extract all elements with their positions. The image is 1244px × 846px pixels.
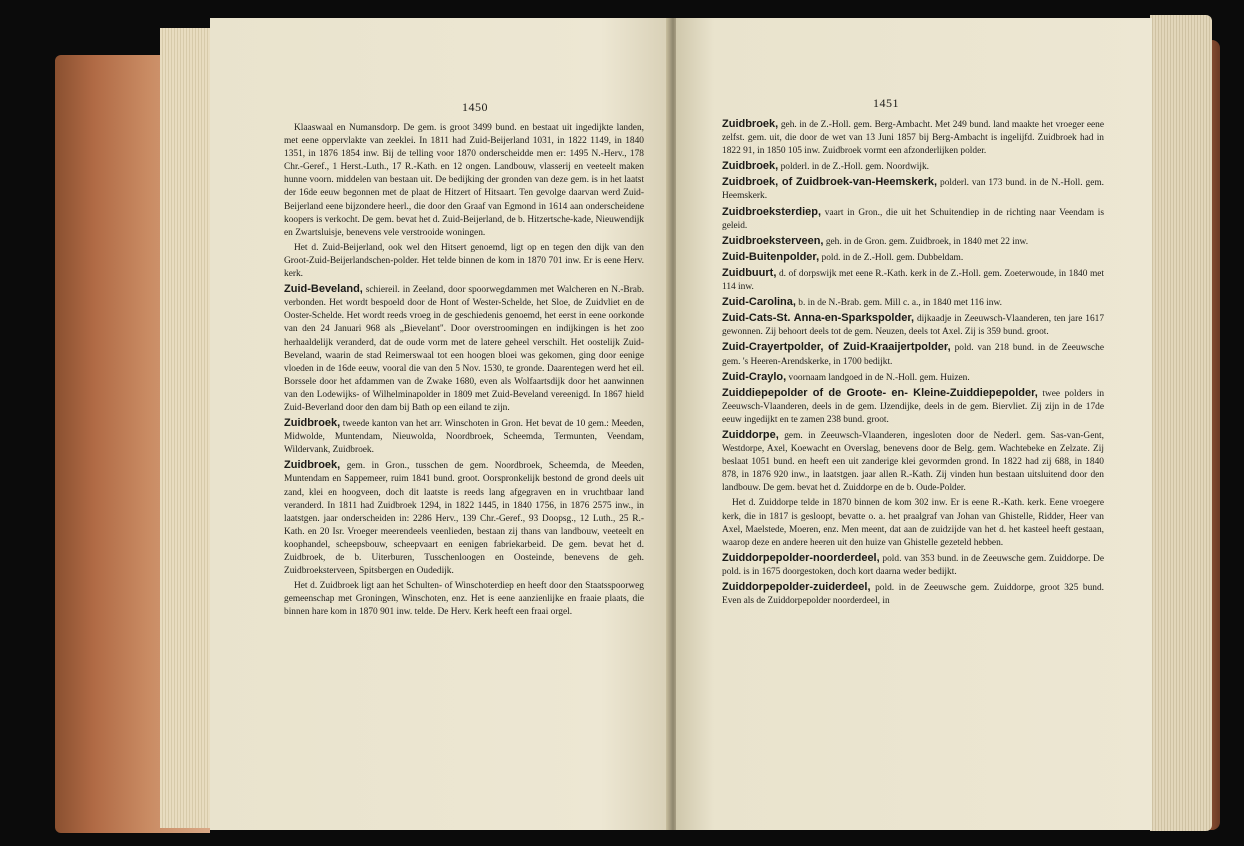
entry-headword: Zuid-Carolina, [722, 296, 796, 309]
paragraph [722, 176, 1104, 203]
paragraph [284, 459, 644, 578]
entry-headword: Zuidbroeksterveen, [722, 234, 824, 247]
paragraph [722, 160, 1104, 174]
entry-text: d. of dorpswijk met eene R.-Kath. kerk in de Z.-Holl. gem. Zoeterwoude, in 1840 met 114 inw. [722, 268, 1104, 293]
entry-headword: Zuid-Buitenpolder, [722, 250, 820, 263]
paragraph [722, 296, 1104, 310]
entry-text: pold. in de Z.-Holl. gem. Dubbeldam. [821, 252, 964, 263]
entry-text: schiereil. in Zeeland, door spoorwegdammen met Walcheren en N.-Brab. verbonden. Het wordt bespoeld door de Hont of Wester-Schelde, het Sloe, de Zuidvliet en de Ooster-Schelde. Het wordt reeds vroeg in de geschiedenis genoemd, het eerst in eene oorkonde van den 24 Januari 968 als „Bievelant". Door overstroomingen en indijkingen is het zoo herhaaldelijk veranderd, dat de oude vorm met de latere geheel verschilt. Het oostelijk Zuid-Beveland, waarin de stad Reimerswaal tot een hoogen bloei was gekomen, ging door eenige vloeden in de 16de eeuw, vooral die van den 5 Nov. 1530, te gronde. Daarentegen werd het eil. Borssele door het afdammen van de Zwake 1680, even als Wolfaartsdijk door het aanwinnen van den Lodewijks- of Wilhelminapolder in 1809 met Zuid-Beveland vereenigd. In 1867 hield Zuid-Beverland door den dam bij Bath op een eiland te zijn. [284, 285, 645, 413]
page-stack-left [160, 28, 212, 828]
entry-text: polderl. in de Z.-Holl. gem. Noordwijk. [780, 162, 929, 173]
entry-text: polderl. van 173 bund. in de N.-Holl. gem. Heemskerk. [722, 178, 1105, 202]
paragraph [722, 552, 1104, 579]
entry-text: twee polders in Zeeuwsch-Vlaanderen, deels in de gem. IJzendijke, deels in de gem. Biervliet. Zij zijn in de 17de eeuw ingedijkt en te zamen 238 bund. groot. [722, 388, 1105, 425]
entry-headword: Zuiddiepepolder of de Groote- en- Kleine-Zuiddiepepolder, [722, 386, 1038, 399]
paragraph [722, 206, 1104, 233]
paragraph [284, 242, 644, 281]
entry-text: geh. in de Z.-Holl. gem. Berg-Ambacht. Met 249 bund. land maakte het vroeger eene zelfst. gem. uit, die door de wet van 13 Juni 1857 bij Berg-Ambacht is ingelijfd. Zuidbroek had in 1822 91, in 1850 105 inw. Zuidbroek vormt een afzonderlijken polder. [722, 120, 1105, 157]
page-stack-right [1150, 15, 1212, 831]
entry-text: pold. van 218 bund. in de Zeeuwsche gem. 's Heeren-Arendskerke, in 1700 bedijkt. [722, 343, 1104, 367]
paragraph [722, 387, 1104, 427]
entry-headword: Zuidbroek, [284, 417, 341, 430]
entry-headword: Zuid-Cats-St. Anna-en-Sparkspolder, [722, 312, 915, 325]
paragraph [722, 581, 1104, 608]
entry-headword: Zuid-Beveland, [284, 283, 363, 296]
entry-headword: Zuidbroek, of Zuidbroek-van-Heemskerk, [722, 176, 938, 189]
entry-text: Het d. Zuid-Beijerland, ook wel den Hitsert genoemd, ligt op en tegen den dijk van den Groot-Zuid-Beijerlandschen-polder. Het telde binnen de kom in 1870 701 inw. Er is eene Herv. kerk. [284, 242, 644, 280]
entry-text: geh. in de Gron. gem. Zuidbroek, in 1840 met 22 inw. [825, 236, 1029, 247]
entry-text: vaart in Gron., die uit het Schuitendiep in de richting naar Veendam is geleid. [722, 207, 1104, 231]
page-text [722, 118, 1104, 610]
entry-text: Klaaswaal en Numansdorp. De gem. is groot 3499 bund. en bestaat uit ingedijkte landen, met eene oppervlakte van zeeklei. In 1811 had Zuid-Beijerland 1031, in 1822 1149, in 1840 1351, in 1876 1854 inw. Bij de telling voor 1870 onderscheidde men er: 1495 N.-Herv., 178 Chr.-Geref., 1 Herst.-Luth., 17 R.-Kath. en 12 ongen. Landbouw, vlasserij en veeteelt maken hunne voorn. middelen van bestaan uit. De bedijking der gronden van deze gem. is in het laatst der 16de eeuw begonnen met de plaat de Hitzert of Hitsaart. Ten gevolge daarvan werd Zuid-Beijerland eene bijzondere heerl., die door den Graaf van Egmond in 1614 aan onderscheidene koopers is verkocht. De gem. bevat het d. Zuid-Beijerland, de b. Hitzertsche-kade, Nieuwendijk en Zwartsluisje, benevens vele verstrooide woningen. [284, 123, 644, 238]
paragraph [722, 118, 1104, 158]
entry-headword: Zuidbroeksterdiep, [722, 205, 822, 218]
entry-headword: Zuidbuurt, [722, 266, 777, 279]
entry-headword: Zuidbroek, [722, 118, 779, 130]
paragraph [284, 122, 644, 240]
paragraph [722, 497, 1104, 549]
paragraph [722, 341, 1104, 368]
left-page [210, 18, 670, 830]
paragraph [722, 312, 1104, 339]
paragraph [284, 283, 644, 415]
paragraph [722, 371, 1104, 385]
entry-headword: Zuidbroek, [722, 160, 779, 173]
entry-text: gem. in Zeeuwsch-Vlaanderen, ingesloten door de Nederl. gem. Sas-van-Gent, Westdorpe, Axel, Koewacht en Overslag, benevens door de Belg. gem. Wachtebeke en Zelzate. Zij beslaat 1051 bund. en heeft een uit zanderige klei gevormden grond. In 1822 had zij 688, in 1840 878, in 1876 920 inw., in laatstgen. jaar allen R.-Kath. Zij vinden hun bestaan uitsluitend door den landbouw. De gem. bevat het d. Zuiddorpe en de b. Oude-Polder. [722, 430, 1104, 494]
entry-headword: Zuiddorpepolder-noorderdeel, [722, 551, 880, 564]
entry-headword: Zuiddorpe, [722, 428, 779, 441]
paragraph [722, 429, 1104, 495]
entry-text: Het d. Zuidbroek ligt aan het Schulten- of Winschoterdiep en heeft door den Staatsspoorweg gemeenschap met Groningen, Winschoten, enz. Het is eene aanzienlijke en fraaie plaats, die binnen hare kom in 1870 901 inw. telde. De Herv. Kerk heeft een fraai orgel. [284, 581, 644, 618]
entry-headword: Zuid-Craylo, [722, 370, 787, 383]
paragraph [284, 580, 644, 619]
entry-text: Het d. Zuiddorpe telde in 1870 binnen de kom 302 inw. Er is eene R.-Kath. kerk. Eene vroegere kerk, die in 1817 is gesloopt, bevatte o. a. het praalgraf van Johan van Ghistelle, Ridder, Heer van Axel, Maelstede, Moeren, enz. Men meent, dat aan de zuidzijde van het d. het kasteel heeft gestaan, waarop deze en andere heeren uit den huize van Ghistelle gezeteld hebben. [722, 498, 1104, 548]
paragraph [722, 235, 1104, 249]
right-page [676, 18, 1152, 830]
entry-text: gem. in Gron., tusschen de gem. Noordbroek, Scheemda, de Meeden, Muntendam en Sappemeer, ruim 1841 bund. groot. Oorspronkelijk bestond de grond deels uit zand, klei en hoogveen, doch dit laatste is reeds lang afgegraven en in vruchtbaar land veranderd. In 1811 had Zuidbroek 1294, in 1822 1445, in 1840 1756, in 1876 2575 inw., in laatstgen. jaar onderscheiden in: 2286 Herv., 139 Chr.-Geref., 93 Doopsg., 12 Luth., 25 R.-Kath. en 20 Isr. Vroeger meerendeels veenlieden, bestaan zij thans van landbouw, veeteelt en koophandel, scheepsbouw, scheepvaart en eenigen fabriekarbeid. De gem. bevat het d. Zuidbroek, de b. Uiterburen, Tusschenloogen en Oosteinde, benevens de geh. Zuidbroeksterveen, Spitsbergen en Oudedijk. [284, 461, 644, 577]
entry-text: dijkaadje in Zeeuwsch-Vlaanderen, ten jare 1617 gewonnen. Zij behoort deels tot de gem. Neuzen, deels tot Axel. Zij is 359 bund. groot. [722, 314, 1105, 338]
page-text [284, 122, 644, 621]
entry-text: pold. in de Zeeuwsche gem. Zuiddorpe, groot 325 bund. Even als de Zuiddorpepolder noorderdeel, in [722, 583, 1104, 607]
page-number: 1451 [873, 96, 899, 110]
entry-text: voornaam landgoed in de N.-Holl. gem. Huizen. [788, 372, 970, 383]
paragraph [284, 417, 644, 457]
page-number: 1450 [462, 100, 488, 114]
paragraph [722, 251, 1104, 265]
entry-headword: Zuid-Crayertpolder, of Zuid-Kraaijertpolder, [722, 341, 951, 354]
entry-text: pold. van 353 bund. in de Zeeuwsche gem. Zuiddorpe. De pold. is in 1675 doorgestoken, doch kort daarna weder bedijkt. [722, 553, 1104, 577]
entry-headword: Zuiddorpepolder-zuiderdeel, [722, 581, 871, 593]
entry-headword: Zuidbroek, [284, 459, 341, 472]
entry-text: b. in de N.-Brab. gem. Mill c. a., in 1840 met 116 inw. [798, 298, 1002, 309]
paragraph [722, 267, 1104, 294]
entry-text: tweede kanton van het arr. Winschoten in Gron. Het bevat de 10 gem.: Meeden, Midwolde, Muntendam, Nieuwolda, Noordbroek, Scheemda, Termunten, Veendam, Wildervank, Zuidbroek. [284, 419, 644, 456]
